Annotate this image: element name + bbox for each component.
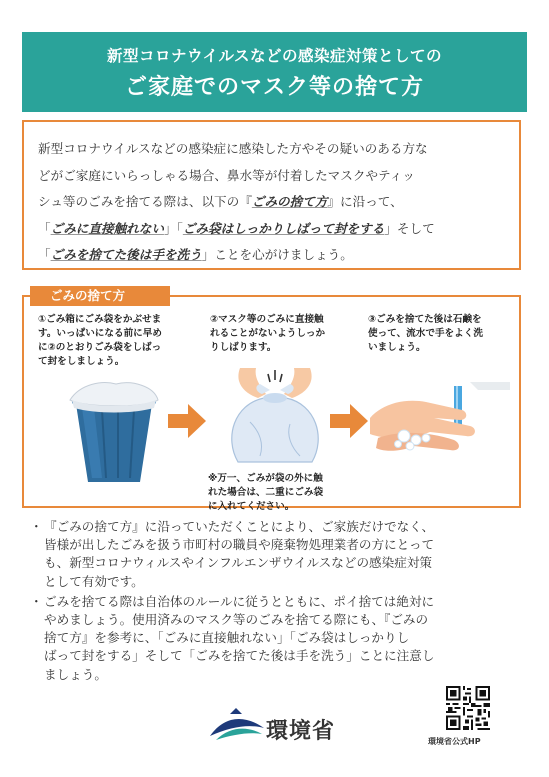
- step-2-line: れることがないようしっか: [210, 328, 326, 339]
- trash-can-icon: [62, 378, 166, 486]
- banner-title: ご家庭でのマスク等の捨て方: [124, 75, 424, 100]
- list-item: [30, 518, 525, 591]
- bullet-line: 捨て方』を参考に、「ごみに直接触れない」「ごみ袋はしっかりし: [44, 630, 410, 646]
- title-banner: [22, 32, 527, 112]
- step-1-line: に②のとおりごみ袋をしばっ: [38, 342, 162, 353]
- bullet-line: として有効です。: [44, 573, 144, 589]
- double-bag-note: [208, 472, 323, 514]
- intro-text: 』に沿って、: [327, 194, 403, 209]
- tied-bag-icon: [220, 368, 330, 468]
- steps-tab: ごみの捨て方: [30, 286, 170, 306]
- bullet-line: ましょう。: [44, 666, 107, 682]
- step-1-line: ①ごみ箱にごみ袋をかぶせま: [38, 314, 162, 325]
- bullet-line: 『ごみの捨て方』に沿っていただくことにより、ご家族だけでなく、: [44, 519, 435, 534]
- intro-line-4: [38, 216, 507, 243]
- note-line: に入れてください。: [208, 501, 295, 512]
- banner-subtitle: 新型コロナウイルスなどの感染症対策としての: [106, 47, 443, 65]
- step-3-text: [368, 313, 483, 355]
- arrow-right-icon: [330, 404, 368, 438]
- intro-text: 「: [38, 247, 51, 262]
- note-line: れた場合は、二重にごみ袋: [208, 487, 324, 498]
- emphasis-wash-hands: ごみを捨てた後は手を洗う: [50, 247, 202, 262]
- step-2-line: ②マスク等のごみに直接触: [210, 314, 324, 325]
- bullet-line: やめましょう。使用済みのマスク等のごみを捨てる際にも、『ごみの: [44, 612, 429, 628]
- ministry-logo-icon: [210, 708, 264, 742]
- intro-text: シュ等のごみを捨てる際は、以下の『: [38, 194, 252, 209]
- bullet-line: 皆様が出したごみを扱う市町村の職員や廃棄物処理業者の方にとって: [44, 537, 435, 553]
- bullet-line: ごみを捨てる際は自治体のルールに従うとともに、ポイ捨ては絶対に: [44, 593, 435, 609]
- intro-line-1: 新型コロナウイルスなどの感染症に感染した方やその疑いのある方な: [38, 141, 428, 156]
- step-1-text: [38, 313, 162, 369]
- intro-line-5: [38, 242, 507, 269]
- intro-text: 」ことを心がけましょう。: [201, 247, 353, 262]
- emphasis-tie-bag: ごみ袋はしっかりしばって封をする: [182, 220, 385, 236]
- intro-line-2: どがご家庭にいらっしゃる場合、鼻水等が付着したマスクやティッ: [38, 167, 415, 183]
- bullet-line: ばって封をする」そして「ごみを捨てた後は手を洗う」ことに注意し: [44, 648, 435, 664]
- notes-list: [30, 518, 525, 686]
- step-3-line: 使って、流水で手をよく洗: [368, 328, 483, 339]
- step-2-text: [210, 313, 325, 355]
- bullet-dot: ・: [30, 519, 43, 534]
- intro-text: 「: [38, 220, 51, 236]
- list-item: [30, 593, 525, 684]
- step-3-line: ③ごみを捨てた後は石鹸を: [368, 314, 482, 325]
- bullet-line: も、新型コロナウィルスやインフルエンザウイルスなどの感染症対策: [44, 555, 433, 571]
- intro-text: 」そして: [384, 220, 435, 236]
- step-3-line: いましょう。: [368, 342, 426, 353]
- emphasis-no-touch: ごみに直接触れない: [50, 220, 164, 236]
- emphasis-disposal-method: ごみの捨て方: [251, 194, 328, 209]
- arrow-right-icon: [168, 404, 206, 438]
- ministry-name: 環境省: [266, 719, 336, 744]
- note-line: ※万一、ごみが袋の外に触: [208, 473, 323, 484]
- step-2-line: りしばります。: [210, 342, 277, 353]
- intro-box: [22, 120, 521, 270]
- qr-caption: 環境省公式HP: [428, 737, 481, 746]
- intro-line-3: [38, 189, 507, 216]
- step-1-line: す。いっぱいになる前に早め: [38, 328, 162, 339]
- bullet-dot: ・: [30, 593, 43, 609]
- hand-washing-icon: [370, 382, 510, 460]
- intro-text: 」「: [163, 220, 183, 236]
- step-1-line: て封をしましょう。: [38, 356, 125, 367]
- qr-code-icon[interactable]: [446, 686, 490, 730]
